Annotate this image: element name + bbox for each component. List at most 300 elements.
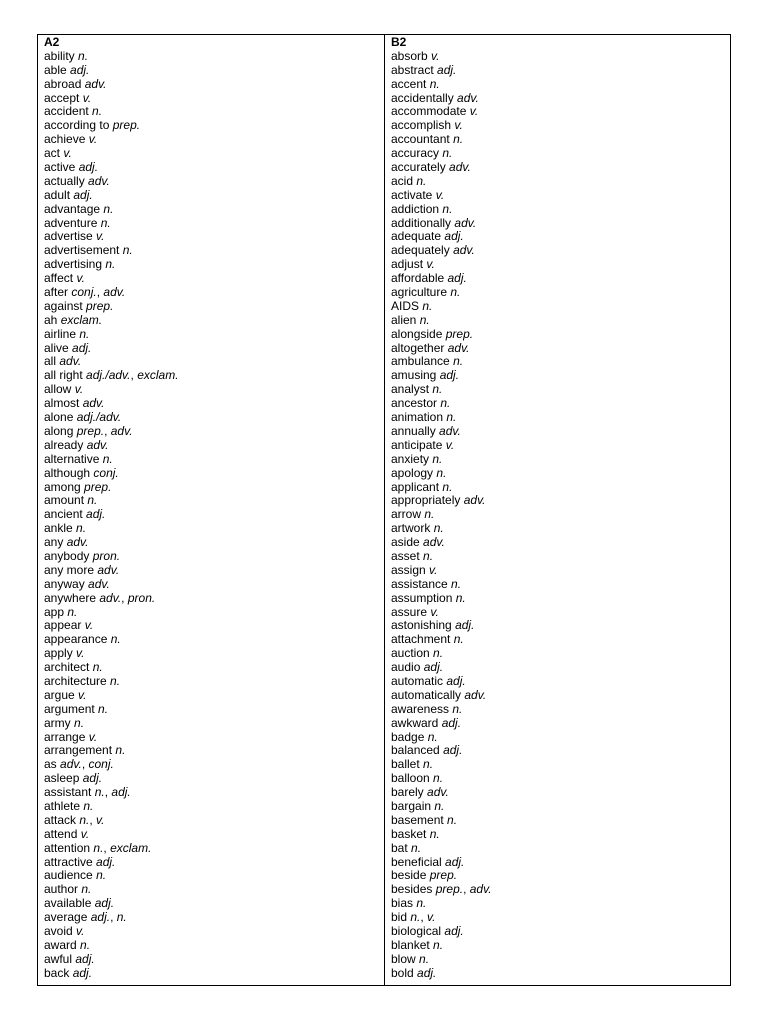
part-of-speech: v. [427,910,436,925]
entry-word: alien [391,312,417,327]
entry-word: aside [391,535,420,550]
word-entry [44,800,384,814]
separator: , [110,910,117,925]
part-of-speech: adv. [110,423,133,438]
part-of-speech: exclam. [110,840,152,855]
part-of-speech: prep. [76,423,105,438]
word-entry [391,536,730,550]
word-entry [44,105,384,119]
word-entry [391,856,730,870]
entry-word: accomplish [391,118,452,133]
part-of-speech: n. [98,701,109,716]
word-entry [44,578,384,592]
entry-word: as [44,757,57,772]
word-entry [391,494,730,508]
part-of-speech: adj. [72,340,92,355]
word-entry [44,675,384,689]
word-entry [391,92,730,106]
entry-word: basement [391,812,444,827]
entry-word: almost [44,396,80,411]
part-of-speech: conj. [71,285,97,300]
word-entry [44,939,384,953]
word-entry [391,286,730,300]
entry-word: balanced [391,743,440,758]
word-entry [44,147,384,161]
word-entry [391,369,730,383]
word-entry [391,217,730,231]
entry-word: asleep [44,771,80,786]
word-list-b2 [391,50,730,981]
entry-word: author [44,882,79,897]
word-entry [391,758,730,772]
entry-word: alone [44,410,74,425]
word-entry [44,508,384,522]
word-entry [44,286,384,300]
word-entry [44,383,384,397]
entry-word: bargain [391,798,432,813]
part-of-speech: prep. [435,882,464,897]
part-of-speech: adv. [84,76,107,91]
entry-word: achieve [44,132,86,147]
entry-word: accuracy [391,146,440,161]
entry-word: among [44,479,81,494]
entry-word: awful [44,951,73,966]
part-of-speech: adj. [111,785,131,800]
entry-word: attend [44,826,78,841]
entry-word: all [44,354,57,369]
entry-word: bold [391,965,414,980]
entry-word: any more [44,562,95,577]
entry-word: affordable [391,271,445,286]
part-of-speech: adj. [444,229,464,244]
word-entry [44,411,384,425]
word-entry [44,425,384,439]
part-of-speech: n. [122,243,133,258]
part-of-speech: prep. [84,479,112,494]
entry-word: argument [44,701,95,716]
entry-word: ancestor [391,396,438,411]
word-entry [391,592,730,606]
word-entry [391,689,730,703]
word-entry [44,911,384,925]
part-of-speech: adv. [59,354,82,369]
entry-word: allow [44,382,72,397]
entry-word: amount [44,493,85,508]
part-of-speech: n. [76,521,87,536]
entry-word: attention [44,840,91,855]
part-of-speech: v. [82,90,92,105]
word-entry [391,161,730,175]
word-entry [391,467,730,481]
word-entry [44,161,384,175]
entry-word: app [44,604,65,619]
entry-word: attack [44,812,77,827]
word-entry [391,314,730,328]
word-entry [391,606,730,620]
part-of-speech: n. [453,632,464,647]
part-of-speech: n. [79,326,90,341]
entry-word: anxiety [391,451,430,466]
entry-word: advertising [44,257,103,272]
word-entry [391,203,730,217]
word-entry [44,758,384,772]
part-of-speech: n. [424,507,435,522]
part-of-speech: adj./adv. [86,368,131,383]
entry-word: ancient [44,507,83,522]
entry-word: advertisement [44,243,120,258]
entry-word: acid [391,173,414,188]
word-entry [44,217,384,231]
part-of-speech: n. [432,451,443,466]
part-of-speech: adj. [455,618,475,633]
part-of-speech: n. [416,896,427,911]
entry-word: appear [44,618,82,633]
column-b2 [385,35,730,985]
word-entry [44,633,384,647]
part-of-speech: n. [429,826,440,841]
entry-word: accident [44,104,89,119]
word-entry [44,814,384,828]
entry-word: AIDS [391,298,420,313]
part-of-speech: adv. [99,590,122,605]
entry-word: airline [44,326,77,341]
word-entry [391,397,730,411]
word-entry [44,717,384,731]
word-entry [391,869,730,883]
entry-word: assistance [391,576,448,591]
part-of-speech: v. [76,924,85,938]
part-of-speech: adj. [78,160,99,175]
word-entry [44,967,384,981]
entry-word: asset [391,548,420,563]
word-entry [391,717,730,731]
part-of-speech: conj. [88,757,114,772]
part-of-speech: adv. [439,423,461,438]
entry-word: actually [44,173,85,188]
entry-word: auction [391,646,430,661]
entry-word: anybody [44,548,90,563]
entry-word: badge [391,729,425,744]
part-of-speech: n. [422,298,433,313]
word-entry [391,647,730,661]
entry-word: accurately [391,160,446,175]
word-entry [44,369,384,383]
word-entry [391,258,730,272]
part-of-speech: adv. [103,285,126,300]
part-of-speech: v. [435,187,445,202]
word-entry [44,828,384,842]
word-entry [391,508,730,522]
entry-word: army [44,715,71,730]
word-entry [44,592,384,606]
word-entry [391,411,730,425]
word-entry [391,967,730,981]
part-of-speech: adj. [446,673,466,688]
part-of-speech: n. [411,840,422,855]
word-entry [391,78,730,92]
separator: , [121,590,128,605]
part-of-speech: n. [115,743,126,758]
word-entry [391,661,730,675]
word-entry [44,689,384,703]
word-entry [44,772,384,786]
entry-word: affect [44,271,74,286]
part-of-speech: n. [110,632,121,647]
part-of-speech: v. [84,618,94,633]
word-entry [391,355,730,369]
part-of-speech: n. [80,937,91,952]
word-entry [391,675,730,689]
entry-word: assistant [44,785,92,800]
part-of-speech: v. [429,562,438,577]
entry-word: anyway [44,576,85,591]
word-entry [44,203,384,217]
part-of-speech: adv. [88,173,110,188]
part-of-speech: adj. [72,965,93,980]
entry-word: ah [44,312,58,327]
word-entry [44,494,384,508]
part-of-speech: v. [74,382,84,397]
word-entry [44,189,384,203]
word-entry [391,925,730,939]
entry-word: architecture [44,673,107,688]
entry-word: assign [391,562,426,577]
word-entry [44,522,384,536]
part-of-speech: n. [433,646,444,661]
entry-word: adjust [391,257,424,272]
word-entry [391,800,730,814]
entry-word: anticipate [391,437,443,452]
part-of-speech: n. [433,521,444,536]
entry-word: alternative [44,451,100,466]
word-entry [391,731,730,745]
entry-word: architect [44,660,90,675]
part-of-speech: n. [102,451,113,466]
entry-word: astonishing [391,618,452,633]
word-entry [44,647,384,661]
part-of-speech: v. [96,229,105,244]
entry-word: amusing [391,368,437,383]
part-of-speech: v. [445,437,455,452]
part-of-speech: pron. [127,590,156,605]
word-entry [44,92,384,106]
part-of-speech: adj. [443,743,463,758]
entry-word: abroad [44,76,82,91]
part-of-speech: adj. [417,965,437,980]
word-entry [44,550,384,564]
word-entry [391,911,730,925]
part-of-speech: n. [96,868,107,883]
word-entry [391,703,730,717]
entry-word: besides [391,882,433,897]
part-of-speech: n. [433,937,444,952]
entry-word: appropriately [391,493,461,508]
entry-word: audio [391,660,421,675]
separator: , [104,785,112,800]
entry-word: agriculture [391,285,448,300]
entry-word: adequate [391,229,442,244]
entry-word: attachment [391,632,451,647]
part-of-speech: v. [78,687,87,702]
part-of-speech: exclam. [60,312,103,327]
word-entry [391,564,730,578]
part-of-speech: adv. [423,535,445,550]
word-entry [391,619,730,633]
word-entry [44,925,384,939]
part-of-speech: v. [431,48,440,63]
entry-word: applicant [391,479,440,494]
separator: , [130,368,138,383]
word-entry [391,175,730,189]
part-of-speech: adv. [82,396,105,411]
word-entry [391,64,730,78]
word-entry [391,383,730,397]
word-entry [44,230,384,244]
word-list-a2 [44,50,384,981]
part-of-speech: adj. [447,271,467,286]
word-entry [391,883,730,897]
part-of-speech: n. [116,910,127,925]
word-entry [44,453,384,467]
part-of-speech: n. [92,660,103,675]
entry-word: blow [391,951,416,966]
entry-word: additionally [391,215,452,230]
part-of-speech: adj. [445,854,465,869]
part-of-speech: n. [87,493,98,508]
part-of-speech: adj. [90,910,111,925]
separator: , [103,840,111,855]
part-of-speech: prep. [429,868,458,883]
part-of-speech: adv. [88,576,110,591]
entry-word: accept [44,90,80,105]
word-entry [391,230,730,244]
part-of-speech: adj. [70,62,90,77]
entry-word: addiction [391,201,440,216]
part-of-speech: n. [455,590,466,605]
word-entry [391,119,730,133]
word-entry [391,842,730,856]
part-of-speech: n. [93,840,104,855]
entry-word: animation [391,410,444,425]
word-entry [44,953,384,967]
entry-word: adult [44,187,71,202]
entry-word: basket [391,826,427,841]
part-of-speech: n. [433,771,444,786]
entry-word: anywhere [44,590,97,605]
word-entry [44,869,384,883]
word-entry [44,744,384,758]
entry-word: according to [44,118,110,133]
entry-word: arrange [44,729,86,744]
part-of-speech: n. [442,201,453,216]
part-of-speech: adj. [441,715,462,730]
word-entry [44,355,384,369]
part-of-speech: adj. [439,368,460,383]
part-of-speech: pron. [92,548,121,563]
word-entry [391,633,730,647]
part-of-speech: adv. [469,882,492,897]
entry-word: beside [391,868,427,883]
word-entry [391,50,730,64]
entry-word: arrow [391,507,422,522]
entry-word: ambulance [391,354,450,369]
entry-word: balloon [391,771,430,786]
part-of-speech: n. [446,410,457,425]
entry-word: artwork [391,521,431,536]
word-entry [391,300,730,314]
entry-word: against [44,298,83,313]
part-of-speech: conj. [93,465,119,480]
column-heading-a2: A2 [44,35,60,49]
word-entry [391,953,730,967]
word-entry [44,314,384,328]
word-entry [44,856,384,870]
part-of-speech: adj. [75,951,95,966]
part-of-speech: n. [105,257,116,272]
word-entry [391,481,730,495]
part-of-speech: v. [76,271,85,286]
part-of-speech: v. [63,146,72,161]
part-of-speech: n. [419,312,430,327]
word-entry [44,328,384,342]
word-entry [391,522,730,536]
word-entry [391,133,730,147]
entry-word: abstract [391,62,434,77]
word-entry [44,467,384,481]
part-of-speech: n. [81,882,92,897]
part-of-speech: n. [78,48,89,63]
word-entry [44,619,384,633]
part-of-speech: v. [80,826,90,841]
part-of-speech: adv. [463,493,486,508]
word-entry [391,939,730,953]
part-of-speech: prep. [86,298,114,313]
word-entry [391,772,730,786]
part-of-speech: adv. [464,687,487,702]
part-of-speech: n. [453,354,464,369]
word-list-table [37,34,731,986]
part-of-speech: adv. [427,785,449,800]
entry-word: all right [44,368,83,383]
entry-word: bias [391,896,414,911]
part-of-speech: n. [429,76,440,91]
word-entry [44,258,384,272]
word-entry [44,703,384,717]
entry-word: barely [391,785,424,800]
part-of-speech: adv. [454,215,477,230]
part-of-speech: n. [110,673,121,688]
entry-word: able [44,62,67,77]
entry-word: awkward [391,715,439,730]
entry-word: after [44,285,69,300]
entry-word: bat [391,840,408,855]
part-of-speech: n. [103,201,114,216]
part-of-speech: n. [442,146,453,161]
word-entry [391,828,730,842]
separator: , [104,423,111,438]
part-of-speech: n. [92,104,103,119]
part-of-speech: v. [88,132,98,147]
part-of-speech: n. [410,910,421,925]
entry-word: argue [44,687,75,702]
word-entry [44,397,384,411]
part-of-speech: n. [452,701,463,716]
entry-word: attractive [44,854,93,869]
entry-word: absorb [391,48,428,63]
part-of-speech: prep. [445,326,474,341]
entry-word: assure [391,604,428,619]
part-of-speech: n. [423,757,434,772]
